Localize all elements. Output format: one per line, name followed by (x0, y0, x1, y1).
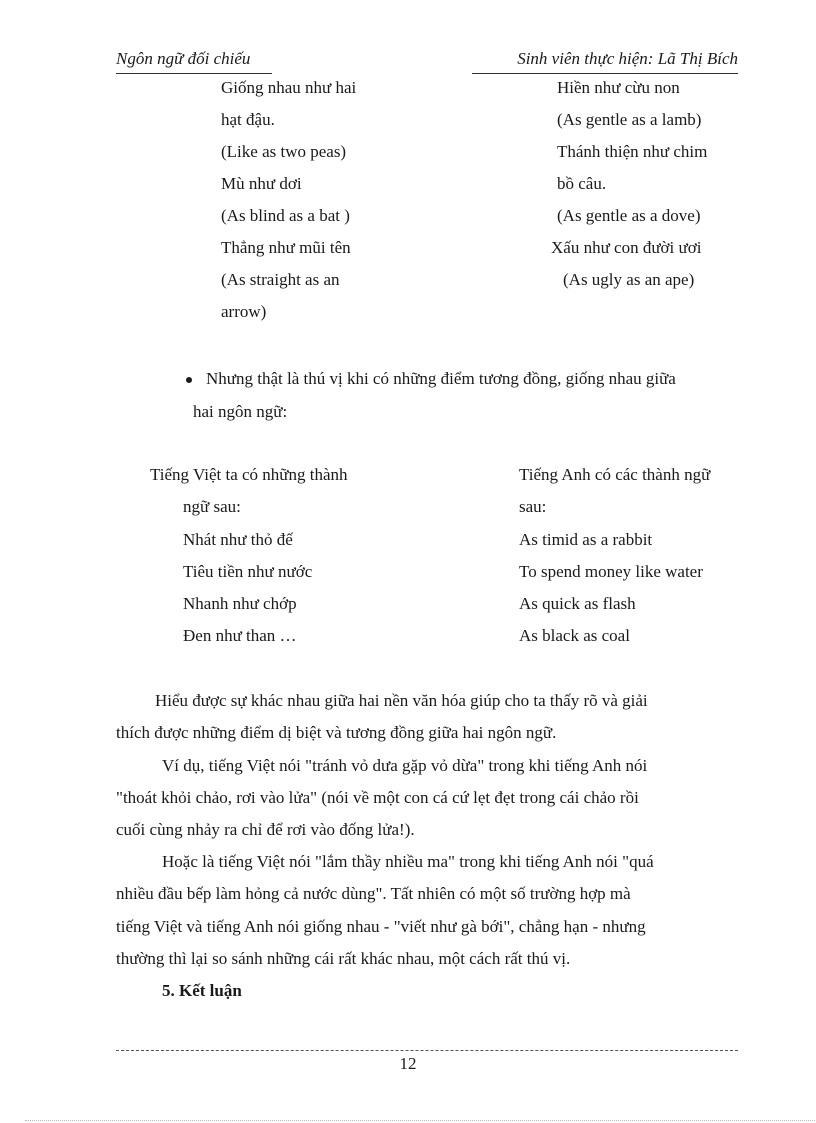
idiom-line: (Like as two peas) (221, 142, 347, 161)
idiom-line: As quick as flash (519, 594, 636, 613)
idiom-line: Mù như dơi (221, 174, 302, 193)
paragraph-line: "thoát khỏi chảo, rơi vào lửa" (nói về một con cá cứ lẹt đẹt trong cái chảo rồi (116, 788, 639, 807)
idiom-line: (As ugly as an ape) (563, 270, 695, 289)
header-course-title: Ngôn ngữ đối chiếu (116, 49, 251, 68)
idiom-line: ngữ sau: (183, 497, 241, 516)
paragraph-line: tiếng Việt và tiếng Anh nói giống nhau - "viết như gà bới", chẳng hạn - nhưng (116, 917, 646, 936)
idiom-line: Tiêu tiền như nước (183, 562, 313, 581)
paragraph-line: thích được những điểm dị biệt và tương đồng giữa hai ngôn ngữ. (116, 723, 557, 742)
idiom-line: Nhanh như chớp (183, 594, 297, 613)
idiom-line: sau: (519, 497, 547, 516)
idiom-line: As timid as a rabbit (519, 530, 653, 549)
idiom-line: arrow) (221, 302, 267, 321)
idiom-line: (As gentle as a lamb) (557, 110, 702, 129)
paragraph-line: Hoặc là tiếng Việt nói "lắm thầy nhiều ma" trong khi tiếng Anh nói "quá (162, 852, 654, 871)
bullet-text-line: hai ngôn ngữ: (193, 402, 288, 421)
paragraph-line: Hiểu được sự khác nhau giữa hai nền văn hóa giúp cho ta thấy rõ và giải (155, 691, 648, 710)
idiom-line: Tiếng Việt ta có những thành (150, 465, 348, 484)
idiom-line: To spend money like water (519, 562, 703, 581)
idiom-line: (As blind as a bat ) (221, 206, 350, 225)
idiom-line: hạt đậu. (221, 110, 275, 129)
page-edge-dotted-line (25, 1120, 815, 1121)
idiom-line: As black as coal (519, 626, 630, 645)
idiom-line: (As straight as an (221, 270, 340, 289)
bullet-icon (186, 377, 192, 383)
paragraph-line: Ví dụ, tiếng Việt nói "tránh vỏ dưa gặp vỏ dừa" trong khi tiếng Anh nói (162, 756, 648, 775)
header-student-name: Sinh viên thực hiện: Lã Thị Bích (517, 49, 738, 68)
page-number: 12 (399, 1054, 417, 1073)
idiom-line: Hiền như cừu non (557, 78, 680, 97)
idiom-line: Thẳng như mũi tên (221, 238, 351, 257)
idiom-line: Nhát như thỏ đế (183, 530, 293, 549)
idiom-line: Đen như than … (183, 626, 297, 645)
idiom-line: (As gentle as a dove) (557, 206, 701, 225)
bullet-text-line: Nhưng thật là thú vị khi có những điểm tương đồng, giống nhau giữa (206, 369, 676, 388)
section-heading: 5. Kết luận (162, 981, 242, 1000)
paragraph-line: thường thì lại so sánh những cái rất khác nhau, một cách rất thú vị. (116, 949, 571, 968)
idiom-line: Xấu như con đười ươi (551, 238, 702, 257)
header-divider-gap (272, 73, 472, 75)
idiom-line: Thánh thiện như chim (557, 142, 708, 161)
paragraph-line: cuối cùng nhảy ra chỉ để rơi vào đống lửa!). (116, 820, 415, 839)
idiom-line: bồ câu. (557, 174, 607, 193)
page-header (116, 49, 738, 73)
idiom-line: Tiếng Anh có các thành ngữ (519, 465, 711, 484)
idiom-line: Giống nhau như hai (221, 78, 357, 97)
footer-divider (116, 1050, 738, 1051)
paragraph-line: nhiều đầu bếp làm hỏng cả nước dùng". Tất nhiên có một số trường hợp mà (116, 884, 631, 903)
